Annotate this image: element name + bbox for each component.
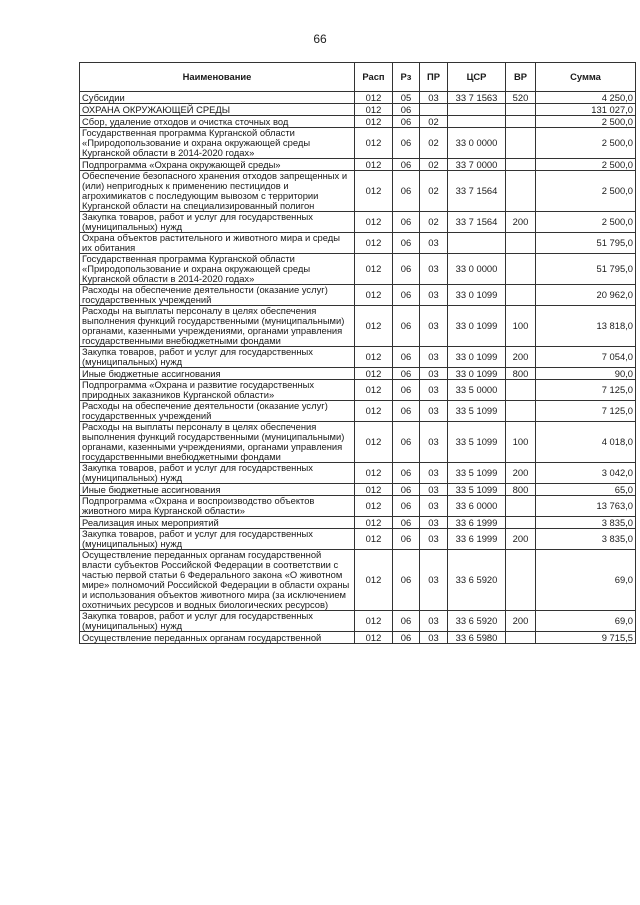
cell-rasp: 012 (355, 463, 393, 484)
cell-rz: 06 (393, 116, 420, 128)
cell-csr (448, 104, 506, 116)
cell-name: Обеспечение безопасного хранения отходов запрещенных и (или) непригодных к применению пестицидов и агрохимикатов с последующим вывозом с территории Курганской области на специализированный полигон (80, 171, 355, 212)
table-row (80, 463, 636, 484)
header-rz: Рз (393, 63, 420, 92)
cell-csr: 33 0 1099 (448, 306, 506, 347)
table-row (80, 517, 636, 529)
cell-csr: 33 6 5920 (448, 611, 506, 632)
cell-rasp: 012 (355, 496, 393, 517)
cell-name: Закупка товаров, работ и услуг для государственных (муниципальных) нужд (80, 611, 355, 632)
table-row (80, 380, 636, 401)
cell-vr (506, 285, 536, 306)
table-row (80, 632, 636, 644)
cell-sum: 3 042,0 (536, 463, 636, 484)
cell-vr (506, 517, 536, 529)
cell-rz: 06 (393, 496, 420, 517)
cell-rasp: 012 (355, 128, 393, 159)
table-row (80, 306, 636, 347)
cell-name: Расходы на выплаты персоналу в целях обеспечения выполнения функций государственными (муниципальными) органами, казенными учреждениями, органами управления государственными внебюджетными фондами (80, 306, 355, 347)
cell-pr: 03 (420, 517, 448, 529)
cell-name: Закупка товаров, работ и услуг для государственных (муниципальных) нужд (80, 529, 355, 550)
cell-sum: 4 250,0 (536, 92, 636, 104)
cell-rz: 06 (393, 306, 420, 347)
cell-pr: 02 (420, 212, 448, 233)
table-row (80, 159, 636, 171)
table-row (80, 347, 636, 368)
cell-pr: 02 (420, 116, 448, 128)
cell-vr: 200 (506, 529, 536, 550)
cell-rasp: 012 (355, 104, 393, 116)
cell-rz: 06 (393, 517, 420, 529)
cell-rasp: 012 (355, 92, 393, 104)
cell-csr: 33 6 1999 (448, 517, 506, 529)
cell-name: Подпрограмма «Охрана окружающей среды» (80, 159, 355, 171)
cell-name: Расходы на выплаты персоналу в целях обеспечения выполнения функций государственными (муниципальными) органами, казенными учреждениями, органами управления государственными внебюджетными фондами (80, 422, 355, 463)
cell-vr (506, 116, 536, 128)
cell-pr: 03 (420, 285, 448, 306)
cell-name: Осуществление переданных органам государственной власти субъектов Российской Федерации в соответствии с частью первой статьи 6 Федерального закона «О животном мире» полномочий Российской Федерации в области охраны и использования объектов животного мира (за исключением охотничьих ресурсов и водных биологических ресурсов) (80, 550, 355, 611)
cell-sum: 13 818,0 (536, 306, 636, 347)
cell-sum: 9 715,5 (536, 632, 636, 644)
table-row (80, 254, 636, 285)
cell-rasp: 012 (355, 611, 393, 632)
budget-table (79, 62, 636, 644)
table-row (80, 529, 636, 550)
cell-rz: 06 (393, 347, 420, 368)
cell-name: Подпрограмма «Охрана и воспроизводство объектов животного мира Курганской области» (80, 496, 355, 517)
cell-pr: 03 (420, 422, 448, 463)
cell-vr (506, 233, 536, 254)
cell-pr: 03 (420, 380, 448, 401)
cell-rasp: 012 (355, 116, 393, 128)
cell-name: Закупка товаров, работ и услуг для государственных (муниципальных) нужд (80, 347, 355, 368)
header-vr: ВР (506, 63, 536, 92)
cell-rz: 05 (393, 92, 420, 104)
cell-csr: 33 0 1099 (448, 347, 506, 368)
table-row (80, 484, 636, 496)
cell-name: Иные бюджетные ассигнования (80, 368, 355, 380)
cell-vr (506, 128, 536, 159)
cell-vr (506, 496, 536, 517)
cell-vr (506, 550, 536, 611)
cell-name: Субсидии (80, 92, 355, 104)
table-header-row (80, 63, 636, 92)
cell-rasp: 012 (355, 306, 393, 347)
cell-sum: 51 795,0 (536, 254, 636, 285)
cell-rasp: 012 (355, 368, 393, 380)
table-row (80, 171, 636, 212)
cell-pr: 03 (420, 254, 448, 285)
cell-csr: 33 0 1099 (448, 368, 506, 380)
cell-pr: 02 (420, 128, 448, 159)
cell-csr: 33 5 1099 (448, 484, 506, 496)
header-sum: Сумма (536, 63, 636, 92)
table-row (80, 401, 636, 422)
cell-rz: 06 (393, 484, 420, 496)
cell-pr: 03 (420, 496, 448, 517)
table-row (80, 496, 636, 517)
table-row (80, 422, 636, 463)
cell-csr: 33 0 1099 (448, 285, 506, 306)
cell-sum: 2 500,0 (536, 171, 636, 212)
cell-rasp: 012 (355, 171, 393, 212)
cell-rz: 06 (393, 159, 420, 171)
cell-sum: 20 962,0 (536, 285, 636, 306)
cell-sum: 3 835,0 (536, 529, 636, 550)
cell-pr: 03 (420, 484, 448, 496)
cell-sum: 65,0 (536, 484, 636, 496)
cell-csr: 33 5 1099 (448, 422, 506, 463)
page-number: 66 (313, 32, 327, 46)
cell-rasp: 012 (355, 517, 393, 529)
cell-rasp: 012 (355, 422, 393, 463)
cell-rasp: 012 (355, 347, 393, 368)
cell-rz: 06 (393, 380, 420, 401)
cell-vr: 100 (506, 422, 536, 463)
cell-pr: 03 (420, 347, 448, 368)
cell-pr: 03 (420, 401, 448, 422)
cell-pr: 03 (420, 463, 448, 484)
cell-name: Сбор, удаление отходов и очистка сточных вод (80, 116, 355, 128)
cell-rz: 06 (393, 368, 420, 380)
cell-csr: 33 7 1564 (448, 171, 506, 212)
cell-rz: 06 (393, 254, 420, 285)
header-name: Наименование (80, 63, 355, 92)
cell-rasp: 012 (355, 233, 393, 254)
cell-sum: 2 500,0 (536, 116, 636, 128)
cell-name: Расходы на обеспечение деятельности (оказание услуг) государственных учреждений (80, 401, 355, 422)
cell-sum: 69,0 (536, 550, 636, 611)
cell-csr: 33 7 1563 (448, 92, 506, 104)
cell-name: Охрана объектов растительного и животного мира и среды их обитания (80, 233, 355, 254)
table-row (80, 212, 636, 233)
cell-rz: 06 (393, 632, 420, 644)
cell-pr: 03 (420, 529, 448, 550)
cell-pr: 03 (420, 611, 448, 632)
cell-csr: 33 7 1564 (448, 212, 506, 233)
cell-pr: 03 (420, 368, 448, 380)
cell-csr: 33 0 0000 (448, 128, 506, 159)
cell-vr (506, 380, 536, 401)
cell-sum: 131 027,0 (536, 104, 636, 116)
cell-rasp: 012 (355, 380, 393, 401)
cell-name: Реализация иных мероприятий (80, 517, 355, 529)
cell-rz: 06 (393, 529, 420, 550)
cell-sum: 3 835,0 (536, 517, 636, 529)
cell-sum: 7 125,0 (536, 401, 636, 422)
cell-vr (506, 401, 536, 422)
cell-rz: 06 (393, 233, 420, 254)
cell-rasp: 012 (355, 484, 393, 496)
cell-vr (506, 171, 536, 212)
cell-rz: 06 (393, 611, 420, 632)
cell-rz: 06 (393, 212, 420, 233)
table-row (80, 233, 636, 254)
table-row (80, 116, 636, 128)
cell-pr: 02 (420, 159, 448, 171)
cell-rasp: 012 (355, 632, 393, 644)
cell-pr: 03 (420, 92, 448, 104)
cell-pr: 02 (420, 171, 448, 212)
cell-rz: 06 (393, 422, 420, 463)
cell-rz: 06 (393, 171, 420, 212)
cell-vr (506, 159, 536, 171)
cell-csr (448, 116, 506, 128)
cell-csr: 33 6 5920 (448, 550, 506, 611)
table-row (80, 128, 636, 159)
cell-vr (506, 254, 536, 285)
table-row (80, 611, 636, 632)
cell-sum: 51 795,0 (536, 233, 636, 254)
cell-vr: 200 (506, 347, 536, 368)
cell-vr: 200 (506, 611, 536, 632)
table-row (80, 285, 636, 306)
cell-rz: 06 (393, 463, 420, 484)
cell-rz: 06 (393, 401, 420, 422)
cell-pr: 03 (420, 632, 448, 644)
cell-rz: 06 (393, 128, 420, 159)
cell-vr: 520 (506, 92, 536, 104)
cell-csr: 33 6 0000 (448, 496, 506, 517)
cell-sum: 2 500,0 (536, 159, 636, 171)
cell-sum: 4 018,0 (536, 422, 636, 463)
cell-name: ОХРАНА ОКРУЖАЮЩЕЙ СРЕДЫ (80, 104, 355, 116)
cell-csr: 33 5 0000 (448, 380, 506, 401)
cell-rasp: 012 (355, 285, 393, 306)
cell-vr (506, 632, 536, 644)
cell-name: Закупка товаров, работ и услуг для государственных (муниципальных) нужд (80, 463, 355, 484)
cell-vr: 200 (506, 212, 536, 233)
cell-csr: 33 5 1099 (448, 401, 506, 422)
cell-sum: 7 054,0 (536, 347, 636, 368)
cell-pr (420, 104, 448, 116)
cell-name: Иные бюджетные ассигнования (80, 484, 355, 496)
cell-vr: 800 (506, 368, 536, 380)
cell-vr: 100 (506, 306, 536, 347)
cell-rz: 06 (393, 104, 420, 116)
table-row (80, 104, 636, 116)
cell-sum: 2 500,0 (536, 212, 636, 233)
cell-name: Осуществление переданных органам государственной (80, 632, 355, 644)
table-body (80, 92, 636, 644)
cell-rasp: 012 (355, 529, 393, 550)
cell-vr (506, 104, 536, 116)
cell-pr: 03 (420, 550, 448, 611)
cell-csr: 33 7 0000 (448, 159, 506, 171)
cell-sum: 2 500,0 (536, 128, 636, 159)
table-row (80, 368, 636, 380)
table-row (80, 550, 636, 611)
table-row (80, 92, 636, 104)
cell-name: Государственная программа Курганской области «Природопользование и охрана окружающей среды Курганской области в 2014-2020 годах» (80, 254, 355, 285)
cell-rasp: 012 (355, 401, 393, 422)
cell-csr: 33 6 1999 (448, 529, 506, 550)
cell-pr: 03 (420, 233, 448, 254)
header-rasp: Расп (355, 63, 393, 92)
cell-name: Расходы на обеспечение деятельности (оказание услуг) государственных учреждений (80, 285, 355, 306)
cell-vr: 800 (506, 484, 536, 496)
cell-sum: 69,0 (536, 611, 636, 632)
cell-csr: 33 5 1099 (448, 463, 506, 484)
cell-csr: 33 0 0000 (448, 254, 506, 285)
cell-rasp: 012 (355, 254, 393, 285)
cell-pr: 03 (420, 306, 448, 347)
cell-name: Закупка товаров, работ и услуг для государственных (муниципальных) нужд (80, 212, 355, 233)
cell-rasp: 012 (355, 159, 393, 171)
cell-vr: 200 (506, 463, 536, 484)
cell-sum: 90,0 (536, 368, 636, 380)
cell-csr: 33 6 5980 (448, 632, 506, 644)
cell-sum: 7 125,0 (536, 380, 636, 401)
cell-name: Государственная программа Курганской области «Природопользование и охрана окружающей среды Курганской области в 2014-2020 годах» (80, 128, 355, 159)
cell-rasp: 012 (355, 212, 393, 233)
cell-rz: 06 (393, 550, 420, 611)
cell-sum: 13 763,0 (536, 496, 636, 517)
cell-rz: 06 (393, 285, 420, 306)
cell-rasp: 012 (355, 550, 393, 611)
header-pr: ПР (420, 63, 448, 92)
header-csr: ЦСР (448, 63, 506, 92)
cell-csr (448, 233, 506, 254)
cell-name: Подпрограмма «Охрана и развитие государственных природных заказников Курганской области» (80, 380, 355, 401)
